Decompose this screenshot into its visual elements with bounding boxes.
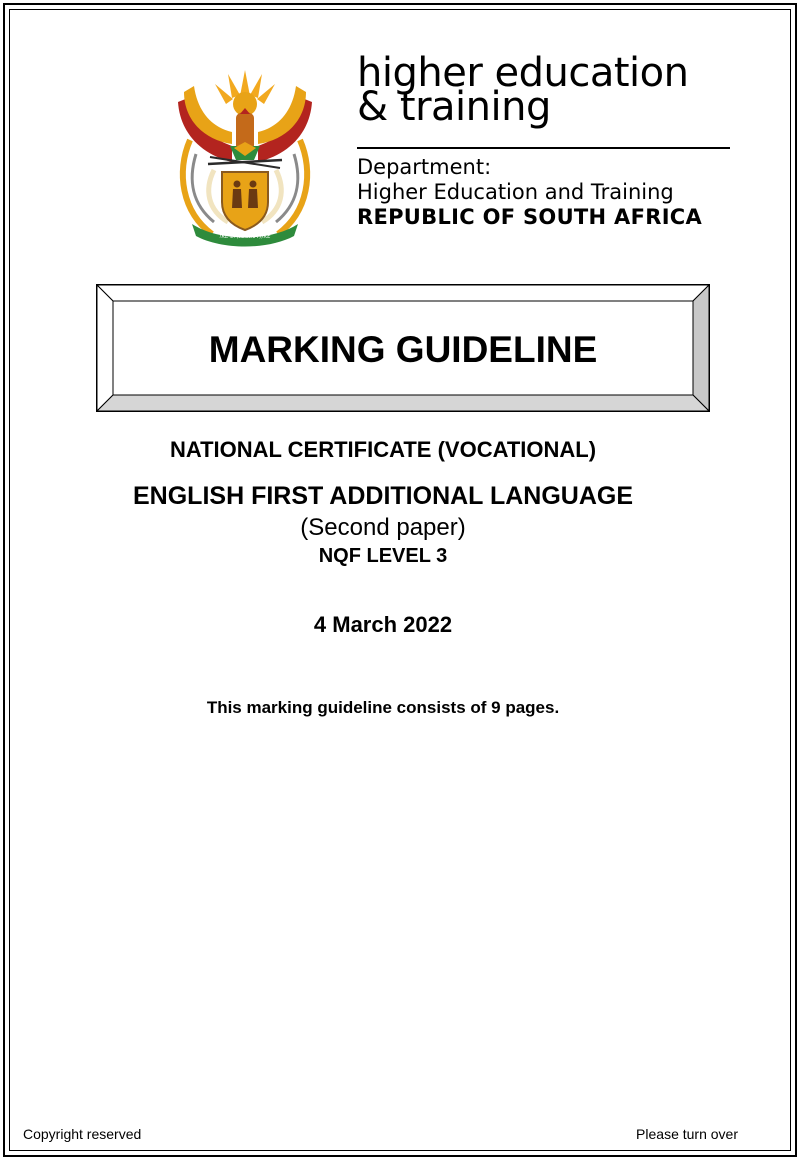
title-frame bbox=[96, 284, 710, 412]
subject-name: ENGLISH FIRST ADDITIONAL LANGUAGE bbox=[133, 482, 633, 510]
page-count-note: This marking guideline consists of 9 pages. bbox=[206, 698, 560, 717]
country-name: REPUBLIC OF SOUTH AFRICA bbox=[357, 205, 703, 229]
department-label: Department: bbox=[357, 155, 492, 179]
document-title: MARKING GUIDELINE bbox=[208, 329, 598, 370]
brand-line-2: & training bbox=[357, 84, 551, 130]
footer-turn-over: Please turn over bbox=[636, 1126, 738, 1142]
department-name: Higher Education and Training bbox=[357, 180, 674, 204]
svg-text:!KE E: /XARRA //KE: !KE E: /XARRA //KE bbox=[219, 234, 271, 240]
brand-divider bbox=[357, 147, 730, 149]
nqf-level: NQF LEVEL 3 bbox=[318, 545, 448, 567]
coat-of-arms-emblem bbox=[170, 62, 320, 248]
exam-date: 4 March 2022 bbox=[313, 612, 453, 637]
paper-number: (Second paper) bbox=[300, 514, 466, 541]
certificate-name: NATIONAL CERTIFICATE (VOCATIONAL) bbox=[169, 437, 597, 462]
department-block bbox=[357, 155, 702, 230]
brand-line-1: higher education bbox=[357, 50, 689, 96]
department-branding bbox=[357, 50, 737, 229]
footer-copyright: Copyright reserved bbox=[23, 1126, 142, 1142]
